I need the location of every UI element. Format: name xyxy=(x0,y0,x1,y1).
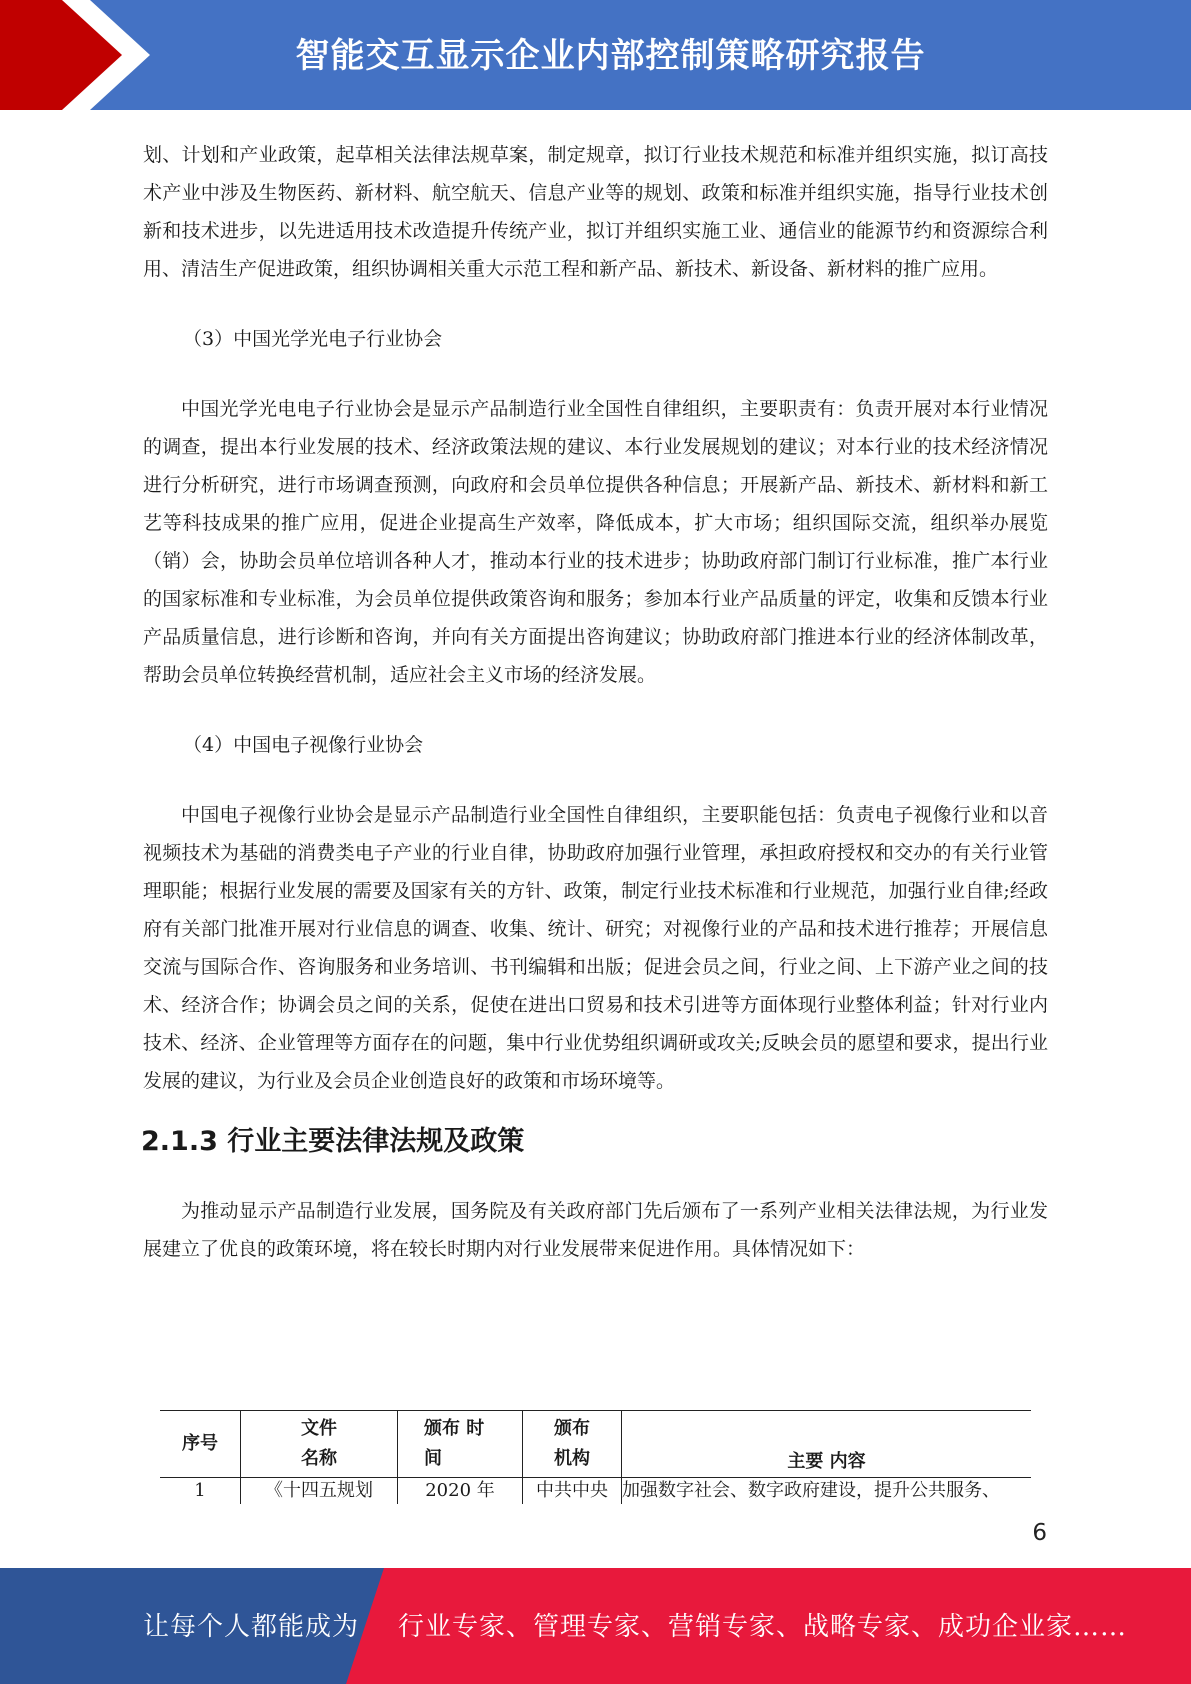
document-body xyxy=(143,136,1048,1268)
table-cell: 2020 年 xyxy=(398,1478,523,1505)
column-header: 序号 xyxy=(160,1411,241,1478)
page-header xyxy=(0,0,1191,110)
page-footer xyxy=(0,1568,1191,1684)
table-cell: 1 xyxy=(160,1478,241,1505)
page-number: 6 xyxy=(1032,1520,1047,1546)
column-header: 主要 内容 xyxy=(787,1451,866,1472)
body-paragraph: 中国光学光电电子行业协会是显示产品制造行业全国性自律组织，主要职责有：负责开展对本行业情况的调查，提出本行业发展的技术、经济政策法规的建议、本行业发展规划的建议；对本行业的技术经济情况进行分析研究，进行市场调查预测，向政府和会员单位提供各种信息；开展新产品、新技术、新材料和新工艺等科技成果的推广应用，促进企业提高生产效率，降低成本，扩大市场；组织国际交流，组织举办展览（销）会，协助会员单位培训各种人才，推动本行业的技术进步；协助政府部门制订行业标准，推广本行业的国家标准和专业标准，为会员单位提供政策咨询和服务；参加本行业产品质量的评定，收集和反馈本行业产品质量信息，进行诊断和咨询，并向有关方面提出咨询建议；协助政府部门推进本行业的经济体制改革，帮助会员单位转换经营机制，适应社会主义市场的经济发展。 xyxy=(143,398,1048,686)
section-title: 2.1.3 行业主要法律法规及政策 xyxy=(141,1126,525,1157)
column-header: 文件 名称 xyxy=(241,1411,398,1478)
table-cell: 中共中央 xyxy=(523,1478,622,1505)
body-paragraph: 为推动显示产品制造行业发展，国务院及有关政府部门先后颁布了一系列产业相关法律法规，为行业发展建立了优良的政策环境，将在较长时期内对行业发展带来促进作用。具体情况如下： xyxy=(143,1200,1048,1260)
body-paragraph: 划、计划和产业政策，起草相关法律法规草案，制定规章，拟订行业技术规范和标准并组织实施，拟订高技术产业中涉及生物医药、新材料、航空航天、信息产业等的规划、政策和标准并组织实施，指导行业技术创新和技术进步，以先进适用技术改造提升传统产业，拟订并组织实施工业、通信业的能源节约和资源综合利用、清洁生产促进政策，组织协调相关重大示范工程和新产品、新技术、新设备、新材料的推广应用。 xyxy=(143,144,1048,280)
table-row xyxy=(160,1478,1031,1505)
table-cell: 加强数字社会、数字政府建设，提升公共服务、 xyxy=(622,1480,1000,1501)
table-header-row xyxy=(160,1411,1031,1478)
subheading: （3）中国光学光电子行业协会 xyxy=(183,328,443,350)
footer-slogan-right: 行业专家、管理专家、营销专家、战略专家、成功企业家…… xyxy=(398,1612,1128,1642)
body-paragraph: 中国电子视像行业协会是显示产品制造行业全国性自律组织，主要职能包括：负责电子视像行业和以音视频技术为基础的消费类电子产业的行业自律，协助政府加强行业管理，承担政府授权和交办的有关行业管理职能；根据行业发展的需要及国家有关的方针、政策，制定行业技术标准和行业规范，加强行业自律;经政府有关部门批准开展对行业信息的调查、收集、统计、研究；对视像行业的产品和技术进行推荐；开展信息交流与国际合作、咨询服务和业务培训、书刊编辑和出版；促进会员之间，行业之间、上下游产业之间的技术、经济合作；协调会员之间的关系，促使在进出口贸易和技术引进等方面体现行业整体利益；针对行业内技术、经济、企业管理等方面存在的问题，集中行业优势组织调研或攻关;反映会员的愿望和要求，提出行业发展的建议，为行业及会员企业创造良好的政策和市场环境等。 xyxy=(143,804,1048,1092)
column-header: 颁布 机构 xyxy=(523,1411,622,1478)
report-title: 智能交互显示企业内部控制策略研究报告 xyxy=(295,36,926,76)
table-cell: 《十四五规划 xyxy=(241,1478,398,1505)
subheading: （4）中国电子视像行业协会 xyxy=(183,734,424,756)
column-header: 颁布 时 间 xyxy=(398,1411,523,1478)
policy-table xyxy=(160,1410,1031,1504)
footer-slogan-left: 让每个人都能成为 xyxy=(143,1612,360,1642)
